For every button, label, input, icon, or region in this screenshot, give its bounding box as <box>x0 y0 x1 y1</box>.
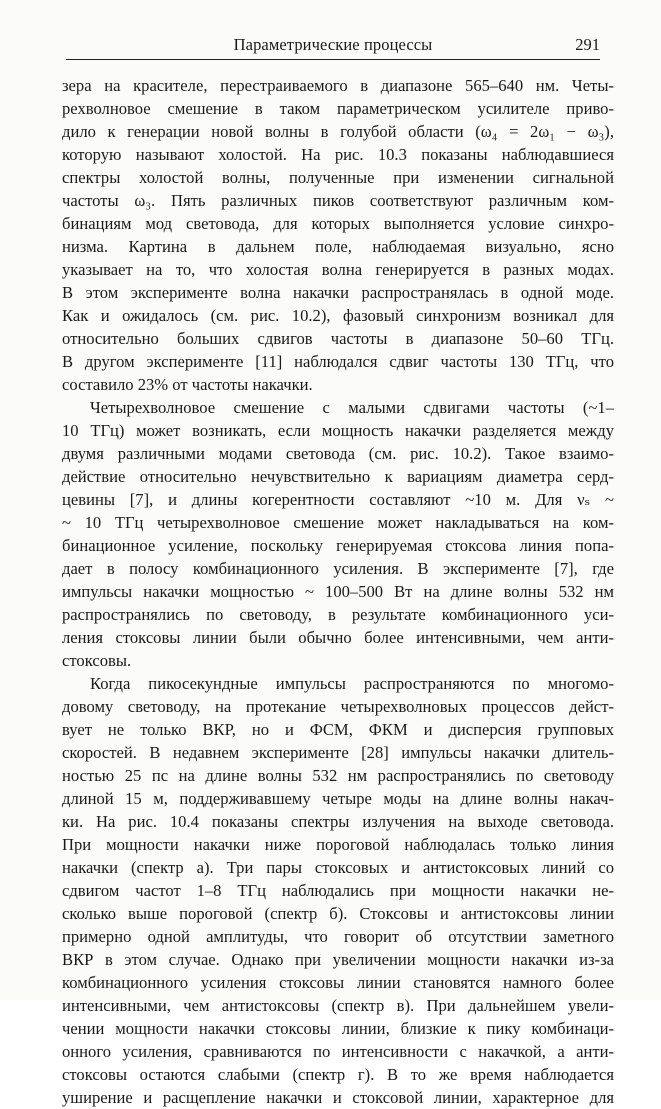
paragraph-1 <box>62 74 614 396</box>
text-line: накачки (спектр а). Три пары стоксовых и антистоксовых линий со <box>62 858 614 877</box>
text-line: цевины [7], и длины когерентности составляют ~10 м. Для νₛ ~ <box>62 490 614 509</box>
text-line: В этом эксперименте волна накачки распространялась в одной моде. <box>62 283 614 302</box>
text-line: уширение и расщепление накачки и стоксовой линии, характерное для <box>62 1088 614 1107</box>
text-line: Когда пикосекундные импульсы распространяются по многомо- <box>90 674 614 693</box>
text-line: которую называют холостой. На рис. 10.3 показаны наблюдавшиеся <box>62 145 614 164</box>
text-line: ВКР в этом случае. Однако при увеличении мощности накачки из-за <box>62 950 614 969</box>
text-line: низма. Картина в дальнем поле, наблюдаемая визуально, ясно <box>62 237 614 256</box>
text-line: вует не только ВКР, но и ФСМ, ФКМ и дисперсия групповых <box>62 720 614 739</box>
text-line: В другом эксперименте [11] наблюдался сдвиг частоты 130 ТГц, что <box>62 352 614 371</box>
text-line: Четырехволновое смешение с малыми сдвигами частоты (~1– <box>90 398 614 417</box>
text-line: При мощности накачки ниже пороговой наблюдалась только линия <box>62 835 614 854</box>
text-line: зера на красителе, перестраиваемого в диапазоне 565–640 нм. Четы- <box>62 76 614 95</box>
text-line: ления стоксовы линии были обычно более интенсивными, чем анти- <box>62 628 614 647</box>
text-line: указывает на то, что холостая волна генерируется в разных модах. <box>62 260 614 279</box>
text-line: Как и ожидалось (см. рис. 10.2), фазовый синхронизм возникал для <box>62 306 614 325</box>
text-line: частоты ω₃. Пять различных пиков соответствуют различным ком- <box>62 191 614 210</box>
running-header <box>66 33 600 60</box>
text-line: составило 23% от частоты накачки. <box>62 375 313 394</box>
text-line: ностью 25 пс на длине волны 532 нм распространялись по световоду <box>62 766 614 785</box>
text-line: распространялись по световоду, в результате комбинационного уси- <box>62 605 614 624</box>
running-title: Параметрические процессы <box>233 35 433 54</box>
text-line: рехволновое смешение в таком параметрическом усилителе приво- <box>62 99 614 118</box>
text-line: онного усиления, сравниваются по интенсивности с накачкой, а анти- <box>62 1042 614 1061</box>
text-line: довому световоду, на протекание четырехволновых процессов дейст- <box>62 697 614 716</box>
text-line: стоксовы остаются слабыми (спектр г). В то же время наблюдается <box>62 1065 614 1084</box>
text-line: действие относительно нечувствительно к вариациям диаметра серд- <box>62 467 614 486</box>
text-line: ки. На рис. 10.4 показаны спектры излучения на выходе световода. <box>62 812 614 831</box>
paragraph-3 <box>62 672 614 1109</box>
text-line: комбинационного усиления стоксовы линии становятся намного более <box>62 973 614 992</box>
text-line: двумя различными модами световода (см. рис. 10.2). Такое взаимо- <box>62 444 614 463</box>
text-line: ~ 10 ТГц четырехволновое смешение может накладываться на ком- <box>62 513 614 532</box>
text-line: длиной 15 м, поддерживавшему четыре моды на длине волны накач- <box>62 789 614 808</box>
text-line: дило к генерации новой волны в голубой области (ω₄ = 2ω₁ − ω₃), <box>62 122 614 141</box>
text-line: стоксовы. <box>62 651 132 670</box>
text-line: скоростей. В недавнем эксперименте [28] импульсы накачки длитель- <box>62 743 614 762</box>
text-line: бинациям мод световода, для которых выполняется условие синхро- <box>62 214 614 233</box>
text-line: импульсы накачки мощностью ~ 100–500 Вт на длине волны 532 нм <box>62 582 614 601</box>
body-text <box>62 74 614 1109</box>
text-line: дает в полосу комбинационного усиления. В эксперименте [7], где <box>62 559 614 578</box>
text-line: сколько выше пороговой (спектр б). Стоксовы и антистоксовы линии <box>62 904 614 923</box>
text-line: 10 ТГц) может возникать, если мощность накачки разделяется между <box>62 421 614 440</box>
text-line: относительно больших сдвигов частоты в диапазоне 50–60 ТГц. <box>62 329 614 348</box>
paragraph-2 <box>62 396 614 672</box>
text-line: бинационное усиление, поскольку генерируемая стоксова линия попа- <box>62 536 614 555</box>
text-line: сдвигом частот 1–8 ТГц наблюдались при мощности накачки не- <box>62 881 614 900</box>
text-line: интенсивными, чем антистоксовы (спектр в). При дальнейшем увели- <box>62 996 614 1015</box>
text-line: чении мощности накачки стоксовы линии, близкие к пику комбинаци- <box>62 1019 614 1038</box>
text-line: примерно одной амплитуды, что говорит об отсутствии заметного <box>62 927 614 946</box>
text-line: спектры холостой волны, полученные при изменении сигнальной <box>62 168 614 187</box>
page-number: 291 <box>575 35 600 54</box>
